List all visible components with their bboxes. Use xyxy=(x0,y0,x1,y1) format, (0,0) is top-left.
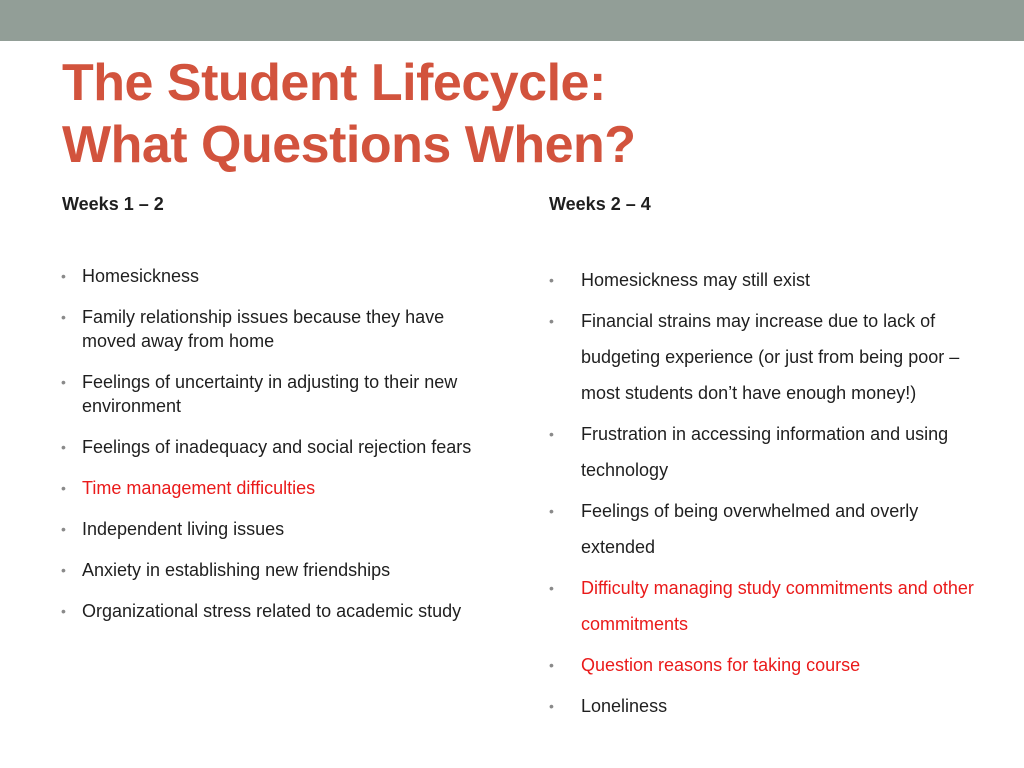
list-item-text: Loneliness xyxy=(581,696,668,716)
list-item-text: Time management difficulties xyxy=(82,478,316,498)
slide-title-line-2: What Questions When? xyxy=(62,116,636,174)
bullet-icon: • xyxy=(61,268,66,284)
slide-title xyxy=(62,52,636,176)
list-item-text: Difficulty managing study commitments and other commitments xyxy=(581,578,974,634)
bullet-icon: • xyxy=(61,480,66,496)
list-item-text: Family relationship issues because they have moved away from home xyxy=(82,307,445,351)
bullet-icon: • xyxy=(549,313,554,329)
list-item xyxy=(61,558,491,582)
list-item xyxy=(549,416,989,488)
list-item-highlighted xyxy=(61,476,491,500)
list-item xyxy=(549,262,989,298)
list-item-text: Independent living issues xyxy=(82,519,285,539)
list-item-text: Feelings of uncertainty in adjusting to their new environment xyxy=(82,372,458,416)
list-item-highlighted xyxy=(549,647,989,683)
bullet-icon: • xyxy=(61,309,66,325)
bullet-icon: • xyxy=(549,272,554,288)
list-item xyxy=(61,370,491,418)
bullet-icon: • xyxy=(61,562,66,578)
slide-title-line-1: The Student Lifecycle: xyxy=(62,54,606,112)
list-item-text: Anxiety in establishing new friendships xyxy=(82,560,391,580)
list-item-text: Frustration in accessing information and using technology xyxy=(581,424,949,480)
list-item xyxy=(549,493,989,565)
list-item-text: Organizational stress related to academic study xyxy=(82,601,462,621)
list-item xyxy=(61,305,491,353)
list-item-text: Financial strains may increase due to lack of budgeting experience (or just from being poor – most students don’t have enough money!) xyxy=(581,311,960,403)
bullet-icon: • xyxy=(549,503,554,519)
list-item xyxy=(61,435,491,459)
right-column-heading: Weeks 2 – 4 xyxy=(549,194,651,214)
bullet-icon: • xyxy=(549,580,554,596)
left-bullet-list xyxy=(61,264,491,640)
list-item-text: Feelings of inadequacy and social rejection fears xyxy=(82,437,472,457)
list-item xyxy=(549,688,989,724)
list-item xyxy=(549,303,989,411)
list-item-highlighted xyxy=(549,570,989,642)
right-bullet-list xyxy=(549,262,989,729)
list-item xyxy=(61,517,491,541)
list-item-text: Feelings of being overwhelmed and overly extended xyxy=(581,501,919,557)
list-item-text: Question reasons for taking course xyxy=(581,655,861,675)
bullet-icon: • xyxy=(61,603,66,619)
bullet-icon: • xyxy=(61,439,66,455)
list-item-text: Homesickness may still exist xyxy=(581,270,811,290)
left-column-heading: Weeks 1 – 2 xyxy=(62,194,164,214)
bullet-icon: • xyxy=(61,374,66,390)
list-item xyxy=(61,599,491,623)
list-item-text: Homesickness xyxy=(82,266,200,286)
list-item xyxy=(61,264,491,288)
bullet-icon: • xyxy=(549,426,554,442)
bullet-icon: • xyxy=(61,521,66,537)
bullet-icon: • xyxy=(549,698,554,714)
bullet-icon: • xyxy=(549,657,554,673)
top-accent-bar xyxy=(0,0,1024,41)
